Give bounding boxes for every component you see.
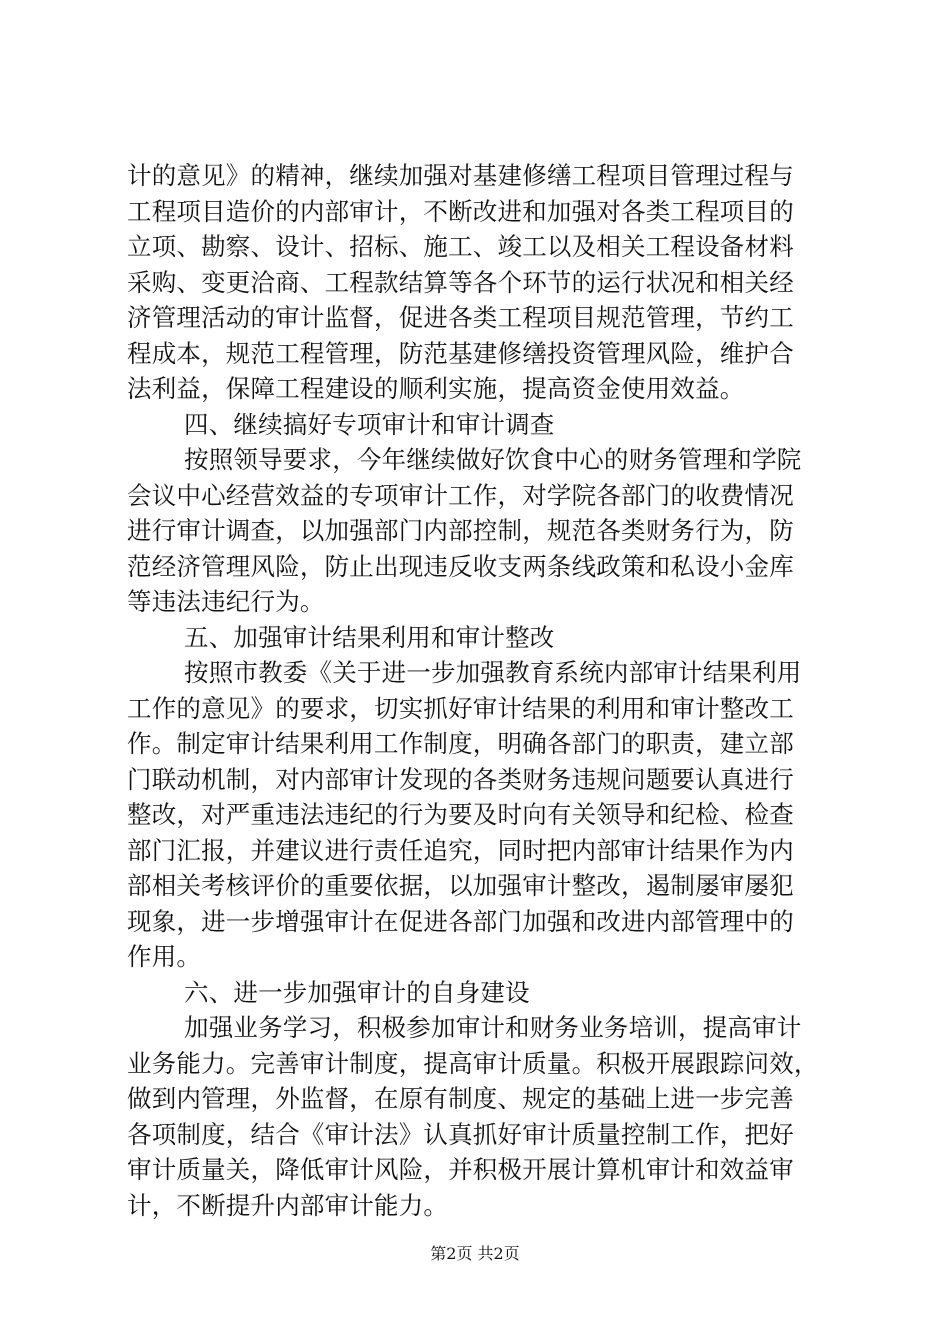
text-line: 作。制定审计结果利用工作制度，明确各部门的职责，建立部: [127, 729, 794, 758]
text-line: 部门汇报，并建议进行责任追究，同时把内部审计结果作为内: [127, 835, 794, 865]
text-line: 进行审计调查，以加强部门内部控制，规范各类财务行为，防: [127, 516, 794, 545]
text-line: 程成本，规范工程管理，防范基建修缮投资管理风险，维护合: [127, 338, 794, 368]
text-line: 等违法违纪行为。: [127, 587, 325, 616]
text-line: 整改，对严重违法违纪的行为要及时向有关领导和纪检、检查: [127, 800, 794, 829]
text-line: 会议中心经营效益的专项审计工作，对学院各部门的收费情况: [127, 480, 794, 510]
text-line: 四、继续搞好专项审计和审计调查: [184, 409, 555, 439]
text-line: 审计质量关，降低审计风险，并积极开展计算机审计和效益审: [127, 1155, 794, 1184]
text-line: 现象，进一步增强审计在促进各部门加强和改进内部管理中的: [127, 906, 794, 936]
text-line: 济管理活动的审计监督，促进各类工程项目规范管理，节约工: [127, 303, 794, 332]
text-line: 五、加强审计结果利用和审计整改: [184, 622, 555, 652]
text-line: 范经济管理风险，防止出现违反收支两条线政策和私设小金库: [127, 551, 794, 581]
text-line: 业务能力。完善审计制度，提高审计质量。积极开展跟踪问效，: [127, 1048, 819, 1078]
text-line: 计的意见》的精神，继续加强对基建修缮工程项目管理过程与: [127, 161, 794, 190]
text-line: 门联动机制，对内部审计发现的各类财务违规问题要认真进行: [127, 764, 794, 794]
text-line: 采购、变更洽商、工程款结算等各个环节的运行状况和相关经: [127, 267, 794, 297]
page-footer: [0, 1244, 950, 1264]
text-line: 部相关考核评价的重要依据，以加强审计整改，遏制屡审屡犯: [127, 871, 794, 900]
text-line: 计，不断提升内部审计能力。: [127, 1190, 449, 1220]
document-body: [127, 158, 839, 1223]
text-line: 六、进一步加强审计的自身建设: [184, 977, 530, 1007]
page-number-label: 第2页 共2页: [430, 1244, 520, 1263]
text-line: 按照领导要求，今年继续做好饮食中心的财务管理和学院: [184, 445, 802, 474]
text-line: 做到内管理，外监督，在原有制度、规定的基础上进一步完善: [127, 1084, 794, 1113]
text-line: 按照市教委《关于进一步加强教育系统内部审计结果利用: [184, 658, 802, 687]
text-line: 立项、勘察、设计、招标、施工、竣工以及相关工程设备材料: [127, 232, 794, 261]
text-line: 工作的意见》的要求，切实抓好审计结果的利用和审计整改工: [127, 693, 794, 723]
text-line: 各项制度，结合《审计法》认真抓好审计质量控制工作，把好: [127, 1119, 794, 1149]
text-line: 法利益，保障工程建设的顺利实施，提高资金使用效益。: [127, 374, 745, 403]
text-line: 加强业务学习，积极参加审计和财务业务培训，提高审计: [184, 1013, 802, 1042]
text-line: 作用。: [127, 942, 202, 971]
text-line: 工程项目造价的内部审计，不断改进和加强对各类工程项目的: [127, 196, 794, 226]
